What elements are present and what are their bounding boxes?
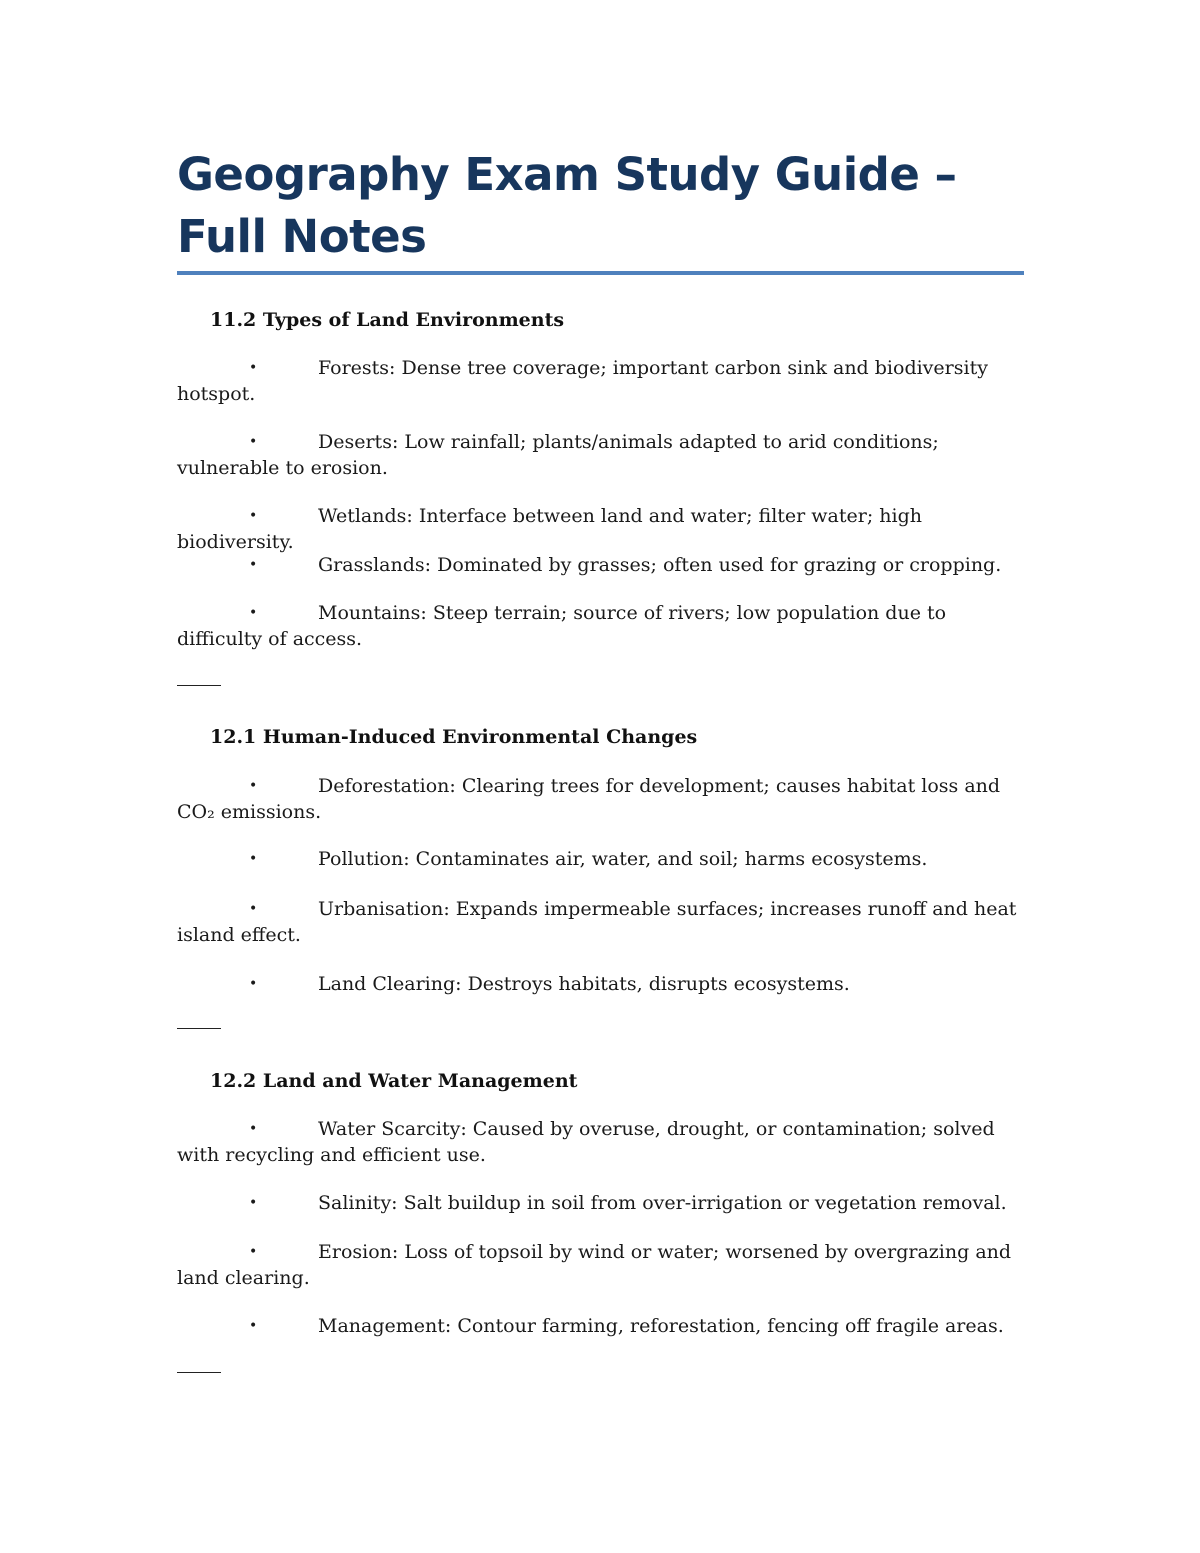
list-item [177, 1116, 1027, 1168]
list-item-text: Land Clearing: Destroys habitats, disrupts ecosystems. [318, 973, 850, 995]
page-title: Geography Exam Study Guide – Full Notes [177, 148, 957, 263]
section-heading: 12.2 Land and Water Management [210, 1070, 578, 1092]
section-divider [177, 1372, 221, 1373]
list-item-text: Management: Contour farming, reforestation, fencing off fragile areas. [318, 1315, 1004, 1337]
list-item [177, 552, 1027, 578]
section-divider [177, 1028, 221, 1029]
bullet-icon: • [249, 1244, 258, 1260]
bullet-icon: • [249, 976, 258, 992]
title-underline [177, 271, 1024, 275]
list-item-text: Pollution: Contaminates air, water, and soil; harms ecosystems. [318, 848, 928, 870]
list-item-text: Wetlands: Interface between land and water; filter water; high biodiversity. [177, 505, 922, 553]
list-item [177, 773, 1027, 825]
list-item-text: Urbanisation: Expands impermeable surfaces; increases runoff and heat island effect. [177, 898, 1017, 946]
bullet-icon: • [249, 901, 258, 917]
list-item [177, 600, 1027, 652]
bullet-icon: • [249, 508, 258, 524]
list-item-text: Water Scarcity: Caused by overuse, drought, or contamination; solved with recycling and efficient use. [177, 1118, 995, 1166]
bullet-icon: • [249, 851, 258, 867]
list-item [177, 1190, 1027, 1216]
list-item [177, 355, 1027, 407]
list-item [177, 971, 1027, 997]
bullet-icon: • [249, 778, 258, 794]
list-item [177, 1239, 1027, 1291]
bullet-icon: • [249, 1121, 258, 1137]
list-item-text: Forests: Dense tree coverage; important carbon sink and biodiversity hotspot. [177, 357, 988, 405]
bullet-icon: • [249, 434, 258, 450]
list-item-text: Erosion: Loss of topsoil by wind or water; worsened by overgrazing and land clearing. [177, 1241, 1012, 1289]
list-item [177, 429, 1027, 481]
list-item-text: Deforestation: Clearing trees for development; causes habitat loss and CO₂ emissions. [177, 775, 1001, 823]
list-item-text: Mountains: Steep terrain; source of rivers; low population due to difficulty of access. [177, 602, 947, 650]
list-item [177, 896, 1027, 948]
bullet-icon: • [249, 605, 258, 621]
bullet-icon: • [249, 557, 258, 573]
section-heading: 12.1 Human-Induced Environmental Changes [210, 726, 698, 748]
list-item-text: Grasslands: Dominated by grasses; often used for grazing or cropping. [318, 554, 1002, 576]
bullet-icon: • [249, 1318, 258, 1334]
bullet-icon: • [249, 360, 258, 376]
list-item [177, 503, 1027, 555]
section-heading: 11.2 Types of Land Environments [210, 309, 565, 331]
list-item [177, 846, 1027, 872]
list-item-text: Deserts: Low rainfall; plants/animals adapted to arid conditions; vulnerable to erosion. [177, 431, 939, 479]
list-item [177, 1313, 1027, 1339]
section-divider [177, 685, 221, 686]
list-item-text: Salinity: Salt buildup in soil from over-irrigation or vegetation removal. [318, 1192, 1007, 1214]
bullet-icon: • [249, 1195, 258, 1211]
